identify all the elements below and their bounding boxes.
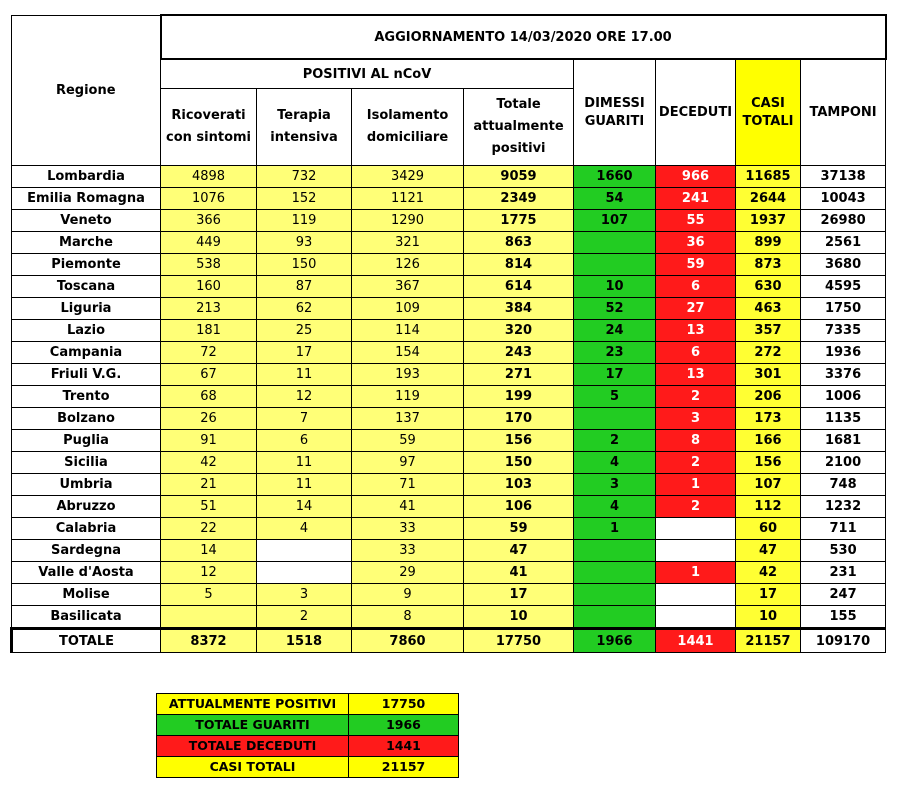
cell-deceduti: 1 xyxy=(656,474,736,496)
header-regione: Regione xyxy=(12,15,161,166)
cell-ricoverati: 160 xyxy=(161,276,257,298)
cell-casi-totali: 173 xyxy=(736,408,801,430)
cell-ricoverati: 91 xyxy=(161,430,257,452)
cell-dimessi: 23 xyxy=(574,342,656,364)
table-row xyxy=(12,474,886,496)
cell-deceduti: 27 xyxy=(656,298,736,320)
cell-casi-totali: 899 xyxy=(736,232,801,254)
cell-casi-totali: 10 xyxy=(736,606,801,629)
cell-dimessi xyxy=(574,540,656,562)
cell-tamponi: 1135 xyxy=(801,408,886,430)
cell-isolamento: 29 xyxy=(352,562,464,584)
table-row xyxy=(12,210,886,232)
cell-ricoverati: 51 xyxy=(161,496,257,518)
cell-isolamento: 71 xyxy=(352,474,464,496)
cell-ricoverati: 4898 xyxy=(161,166,257,188)
cell-dimessi xyxy=(574,584,656,606)
cell-totale-positivi: 814 xyxy=(464,254,574,276)
cell-dimessi xyxy=(574,232,656,254)
cell-isolamento: 119 xyxy=(352,386,464,408)
cell-ricoverati: 12 xyxy=(161,562,257,584)
cell-isolamento: 41 xyxy=(352,496,464,518)
cell-totale-positivi: 103 xyxy=(464,474,574,496)
table-row xyxy=(12,452,886,474)
cell-casi-totali: 42 xyxy=(736,562,801,584)
cell-totale-positivi: 320 xyxy=(464,320,574,342)
cell-deceduti xyxy=(656,584,736,606)
cell-dimessi: 2 xyxy=(574,430,656,452)
cell-tamponi: 1232 xyxy=(801,496,886,518)
cell-ricoverati: 42 xyxy=(161,452,257,474)
cell-isolamento: 154 xyxy=(352,342,464,364)
header-casi-totali: CASI TOTALI xyxy=(736,59,801,166)
cell-totale-positivi: 199 xyxy=(464,386,574,408)
summary-label-totale-deceduti: TOTALE DECEDUTI xyxy=(157,736,349,757)
cell-terapia: 62 xyxy=(257,298,352,320)
cell-isolamento: 3429 xyxy=(352,166,464,188)
total-terapia: 1518 xyxy=(257,629,352,653)
cell-totale-positivi: 106 xyxy=(464,496,574,518)
cell-casi-totali: 1937 xyxy=(736,210,801,232)
cell-regione: Sicilia xyxy=(12,452,161,474)
cell-regione: Campania xyxy=(12,342,161,364)
cell-terapia: 732 xyxy=(257,166,352,188)
cell-tamponi: 3680 xyxy=(801,254,886,276)
cell-totale-positivi: 170 xyxy=(464,408,574,430)
cell-isolamento: 59 xyxy=(352,430,464,452)
summary-value-totale-deceduti: 1441 xyxy=(349,736,459,757)
cell-isolamento: 8 xyxy=(352,606,464,629)
cell-terapia: 150 xyxy=(257,254,352,276)
header-isolamento: Isolamento domiciliare xyxy=(352,89,464,166)
total-tamponi: 109170 xyxy=(801,629,886,653)
cell-dimessi xyxy=(574,606,656,629)
cell-casi-totali: 206 xyxy=(736,386,801,408)
update-title: AGGIORNAMENTO 14/03/2020 ORE 17.00 xyxy=(161,15,886,59)
summary-row xyxy=(157,736,459,757)
summary-row xyxy=(157,757,459,778)
cell-casi-totali: 463 xyxy=(736,298,801,320)
table-row xyxy=(12,562,886,584)
cell-regione: Molise xyxy=(12,584,161,606)
cell-regione: Marche xyxy=(12,232,161,254)
total-deceduti: 1441 xyxy=(656,629,736,653)
cell-dimessi: 52 xyxy=(574,298,656,320)
cell-regione: Basilicata xyxy=(12,606,161,629)
cell-casi-totali: 166 xyxy=(736,430,801,452)
cell-regione: Trento xyxy=(12,386,161,408)
cell-totale-positivi: 156 xyxy=(464,430,574,452)
summary-label-attualmente-positivi: ATTUALMENTE POSITIVI xyxy=(157,694,349,715)
cell-terapia: 4 xyxy=(257,518,352,540)
cell-terapia: 7 xyxy=(257,408,352,430)
cell-isolamento: 367 xyxy=(352,276,464,298)
summary-row xyxy=(157,715,459,736)
cell-casi-totali: 873 xyxy=(736,254,801,276)
cell-ricoverati: 538 xyxy=(161,254,257,276)
cell-ricoverati: 366 xyxy=(161,210,257,232)
cell-ricoverati: 449 xyxy=(161,232,257,254)
total-row xyxy=(12,629,886,653)
cell-deceduti: 13 xyxy=(656,320,736,342)
cell-tamponi: 247 xyxy=(801,584,886,606)
table-row xyxy=(12,518,886,540)
cell-casi-totali: 112 xyxy=(736,496,801,518)
cell-tamponi: 1681 xyxy=(801,430,886,452)
cell-casi-totali: 47 xyxy=(736,540,801,562)
cell-terapia: 152 xyxy=(257,188,352,210)
cell-regione: Umbria xyxy=(12,474,161,496)
cell-isolamento: 193 xyxy=(352,364,464,386)
cell-deceduti: 3 xyxy=(656,408,736,430)
total-isolamento: 7860 xyxy=(352,629,464,653)
cell-ricoverati: 1076 xyxy=(161,188,257,210)
table-row xyxy=(12,496,886,518)
total-totale-positivi: 17750 xyxy=(464,629,574,653)
cell-regione: Veneto xyxy=(12,210,161,232)
header-terapia: Terapia intensiva xyxy=(257,89,352,166)
cell-totale-positivi: 41 xyxy=(464,562,574,584)
table-row xyxy=(12,232,886,254)
cell-deceduti: 59 xyxy=(656,254,736,276)
table-row xyxy=(12,430,886,452)
cell-deceduti: 13 xyxy=(656,364,736,386)
cell-deceduti: 36 xyxy=(656,232,736,254)
cell-tamponi: 2100 xyxy=(801,452,886,474)
table-body xyxy=(12,166,886,653)
summary-label-casi-totali: CASI TOTALI xyxy=(157,757,349,778)
cell-tamponi: 2561 xyxy=(801,232,886,254)
table-row xyxy=(12,408,886,430)
cell-isolamento: 109 xyxy=(352,298,464,320)
cell-tamponi: 3376 xyxy=(801,364,886,386)
cell-regione: Sardegna xyxy=(12,540,161,562)
summary-value-attualmente-positivi: 17750 xyxy=(349,694,459,715)
cell-tamponi: 231 xyxy=(801,562,886,584)
cell-casi-totali: 60 xyxy=(736,518,801,540)
cell-totale-positivi: 384 xyxy=(464,298,574,320)
total-label: TOTALE xyxy=(12,629,161,653)
header-totale-positivi: Totale attualmente positivi xyxy=(464,89,574,166)
cell-casi-totali: 11685 xyxy=(736,166,801,188)
cell-casi-totali: 630 xyxy=(736,276,801,298)
cell-terapia: 87 xyxy=(257,276,352,298)
cell-terapia: 25 xyxy=(257,320,352,342)
cell-isolamento: 33 xyxy=(352,540,464,562)
cell-regione: Abruzzo xyxy=(12,496,161,518)
cell-regione: Toscana xyxy=(12,276,161,298)
table-row xyxy=(12,386,886,408)
cell-terapia: 11 xyxy=(257,452,352,474)
cell-terapia: 11 xyxy=(257,474,352,496)
cell-isolamento: 97 xyxy=(352,452,464,474)
cell-dimessi xyxy=(574,562,656,584)
cell-regione: Friuli V.G. xyxy=(12,364,161,386)
cell-dimessi: 17 xyxy=(574,364,656,386)
cell-ricoverati: 14 xyxy=(161,540,257,562)
cell-regione: Puglia xyxy=(12,430,161,452)
cell-ricoverati: 68 xyxy=(161,386,257,408)
cell-tamponi: 4595 xyxy=(801,276,886,298)
cell-totale-positivi: 1775 xyxy=(464,210,574,232)
header-positivi-group: POSITIVI AL nCoV xyxy=(161,59,574,89)
table-row xyxy=(12,188,886,210)
cell-totale-positivi: 17 xyxy=(464,584,574,606)
cell-tamponi: 7335 xyxy=(801,320,886,342)
cell-tamponi: 748 xyxy=(801,474,886,496)
cell-totale-positivi: 614 xyxy=(464,276,574,298)
cell-deceduti: 55 xyxy=(656,210,736,232)
cell-ricoverati: 181 xyxy=(161,320,257,342)
cell-terapia: 11 xyxy=(257,364,352,386)
cell-terapia: 14 xyxy=(257,496,352,518)
cell-dimessi: 4 xyxy=(574,496,656,518)
table-row xyxy=(12,166,886,188)
cell-casi-totali: 272 xyxy=(736,342,801,364)
cell-deceduti: 2 xyxy=(656,386,736,408)
cell-isolamento: 33 xyxy=(352,518,464,540)
cell-totale-positivi: 863 xyxy=(464,232,574,254)
cell-tamponi: 1006 xyxy=(801,386,886,408)
summary-value-totale-guariti: 1966 xyxy=(349,715,459,736)
cell-isolamento: 1121 xyxy=(352,188,464,210)
cell-tamponi: 10043 xyxy=(801,188,886,210)
cell-ricoverati: 72 xyxy=(161,342,257,364)
cell-tamponi: 711 xyxy=(801,518,886,540)
cell-isolamento: 9 xyxy=(352,584,464,606)
cell-regione: Liguria xyxy=(12,298,161,320)
cell-tamponi: 1936 xyxy=(801,342,886,364)
cell-isolamento: 114 xyxy=(352,320,464,342)
cell-deceduti: 2 xyxy=(656,452,736,474)
table-row xyxy=(12,540,886,562)
covid-regional-table xyxy=(10,14,887,653)
cell-dimessi: 54 xyxy=(574,188,656,210)
cell-ricoverati: 21 xyxy=(161,474,257,496)
header-deceduti: DECEDUTI xyxy=(656,59,736,166)
cell-casi-totali: 301 xyxy=(736,364,801,386)
table-row xyxy=(12,364,886,386)
cell-terapia xyxy=(257,562,352,584)
cell-totale-positivi: 47 xyxy=(464,540,574,562)
cell-isolamento: 137 xyxy=(352,408,464,430)
summary-row xyxy=(157,694,459,715)
cell-dimessi: 10 xyxy=(574,276,656,298)
cell-tamponi: 37138 xyxy=(801,166,886,188)
table-row xyxy=(12,342,886,364)
cell-tamponi: 530 xyxy=(801,540,886,562)
table-row xyxy=(12,254,886,276)
cell-terapia: 119 xyxy=(257,210,352,232)
cell-isolamento: 126 xyxy=(352,254,464,276)
header-tamponi: TAMPONI xyxy=(801,59,886,166)
cell-dimessi xyxy=(574,254,656,276)
cell-ricoverati: 5 xyxy=(161,584,257,606)
cell-deceduti: 2 xyxy=(656,496,736,518)
cell-regione: Lazio xyxy=(12,320,161,342)
cell-totale-positivi: 150 xyxy=(464,452,574,474)
table-row xyxy=(12,584,886,606)
cell-deceduti: 241 xyxy=(656,188,736,210)
cell-totale-positivi: 9059 xyxy=(464,166,574,188)
total-casi-totali: 21157 xyxy=(736,629,801,653)
cell-terapia: 3 xyxy=(257,584,352,606)
cell-regione: Valle d'Aosta xyxy=(12,562,161,584)
cell-deceduti: 8 xyxy=(656,430,736,452)
cell-deceduti: 966 xyxy=(656,166,736,188)
cell-casi-totali: 2644 xyxy=(736,188,801,210)
cell-isolamento: 1290 xyxy=(352,210,464,232)
cell-dimessi: 5 xyxy=(574,386,656,408)
cell-dimessi: 1 xyxy=(574,518,656,540)
cell-dimessi: 24 xyxy=(574,320,656,342)
table-row xyxy=(12,606,886,629)
cell-regione: Piemonte xyxy=(12,254,161,276)
cell-dimessi xyxy=(574,408,656,430)
cell-tamponi: 1750 xyxy=(801,298,886,320)
cell-deceduti: 6 xyxy=(656,276,736,298)
cell-isolamento: 321 xyxy=(352,232,464,254)
cell-regione: Calabria xyxy=(12,518,161,540)
cell-deceduti xyxy=(656,606,736,629)
cell-ricoverati: 22 xyxy=(161,518,257,540)
cell-regione: Lombardia xyxy=(12,166,161,188)
cell-dimessi: 107 xyxy=(574,210,656,232)
cell-dimessi: 3 xyxy=(574,474,656,496)
table-row xyxy=(12,276,886,298)
cell-terapia: 93 xyxy=(257,232,352,254)
cell-casi-totali: 156 xyxy=(736,452,801,474)
cell-ricoverati: 26 xyxy=(161,408,257,430)
cell-deceduti xyxy=(656,518,736,540)
cell-ricoverati: 213 xyxy=(161,298,257,320)
cell-terapia: 17 xyxy=(257,342,352,364)
cell-regione: Bolzano xyxy=(12,408,161,430)
cell-totale-positivi: 271 xyxy=(464,364,574,386)
cell-totale-positivi: 2349 xyxy=(464,188,574,210)
header-ricoverati: Ricoverati con sintomi xyxy=(161,89,257,166)
cell-casi-totali: 357 xyxy=(736,320,801,342)
cell-dimessi: 4 xyxy=(574,452,656,474)
table-row xyxy=(12,320,886,342)
cell-terapia: 12 xyxy=(257,386,352,408)
cell-deceduti xyxy=(656,540,736,562)
cell-terapia xyxy=(257,540,352,562)
cell-totale-positivi: 59 xyxy=(464,518,574,540)
cell-dimessi: 1660 xyxy=(574,166,656,188)
cell-tamponi: 155 xyxy=(801,606,886,629)
cell-casi-totali: 17 xyxy=(736,584,801,606)
total-ricoverati: 8372 xyxy=(161,629,257,653)
header-dimessi: DIMESSI GUARITI xyxy=(574,59,656,166)
table-row xyxy=(12,298,886,320)
cell-totale-positivi: 243 xyxy=(464,342,574,364)
cell-terapia: 6 xyxy=(257,430,352,452)
cell-deceduti: 1 xyxy=(656,562,736,584)
cell-deceduti: 6 xyxy=(656,342,736,364)
cell-terapia: 2 xyxy=(257,606,352,629)
cell-ricoverati: 67 xyxy=(161,364,257,386)
cell-regione: Emilia Romagna xyxy=(12,188,161,210)
total-dimessi: 1966 xyxy=(574,629,656,653)
summary-table xyxy=(156,693,459,778)
summary-value-casi-totali: 21157 xyxy=(349,757,459,778)
cell-casi-totali: 107 xyxy=(736,474,801,496)
cell-ricoverati xyxy=(161,606,257,629)
summary-label-totale-guariti: TOTALE GUARITI xyxy=(157,715,349,736)
cell-tamponi: 26980 xyxy=(801,210,886,232)
cell-totale-positivi: 10 xyxy=(464,606,574,629)
